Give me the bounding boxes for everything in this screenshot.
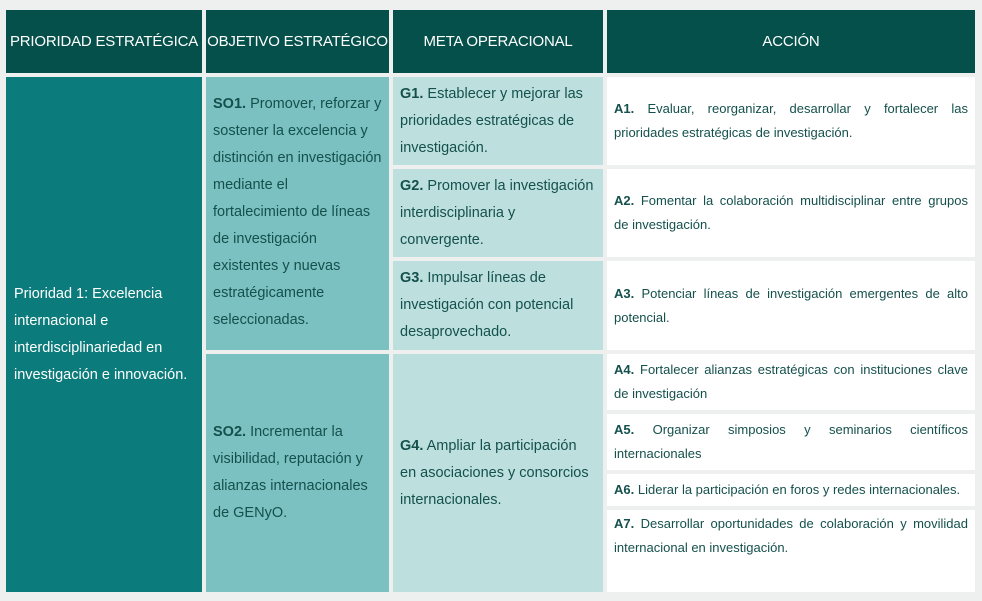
accion-a3 — [607, 261, 975, 350]
meta-text: Promover la investigación interdisciplinaria y convergente. — [400, 177, 594, 248]
accion-code: A4. — [614, 362, 635, 377]
accion-text: Desarrollar oportunidades de colaboración y movilidad internacional en investigación. — [614, 516, 968, 555]
accion-code: A3. — [614, 285, 635, 301]
header-prioridad: PRIORIDAD ESTRATÉGICA — [6, 10, 202, 73]
accion-a1 — [607, 77, 975, 165]
accion-text: Liderar la participación en foros y redes internacionales. — [637, 482, 961, 497]
objetivo-text: Promover, reforzar y sostener la excelencia y distinción en investigación mediante el fortalecimiento de líneas de investigación existentes y nuevas estratégicamente seleccionadas. — [213, 96, 382, 328]
objetivo-so1 — [206, 77, 389, 350]
accion-code: A7. — [614, 516, 635, 531]
header-objetivo: OBJETIVO ESTRATÉGICO — [206, 10, 389, 73]
meta-g1 — [393, 77, 603, 165]
accion-text: Organizar simposios y seminarios científicos internacionales — [614, 422, 968, 461]
meta-g2 — [393, 169, 603, 257]
accion-a2 — [607, 169, 975, 257]
meta-code: G4. — [400, 437, 424, 454]
accion-code: A6. — [614, 482, 635, 497]
accion-text: Fomentar la colaboración multidisciplinar entre grupos de investigación. — [614, 193, 968, 232]
meta-g4 — [393, 354, 603, 592]
accion-a4 — [607, 354, 975, 410]
meta-text: Establecer y mejorar las prioridades estratégicas de investigación. — [400, 85, 583, 156]
accion-code: A2. — [614, 193, 635, 208]
meta-code: G2. — [400, 177, 424, 194]
meta-text: Ampliar la participación en asociaciones y consorcios internacionales. — [400, 437, 589, 508]
header-meta: META OPERACIONAL — [393, 10, 603, 73]
accion-text: Fortalecer alianzas estratégicas con instituciones clave de investigación — [614, 362, 968, 401]
meta-code: G1. — [400, 85, 424, 102]
accion-a5 — [607, 414, 975, 470]
accion-code: A5. — [614, 422, 635, 437]
meta-text: Impulsar líneas de investigación con potencial desaprovechado. — [400, 270, 574, 340]
accion-text: Potenciar líneas de investigación emergentes de alto potencial. — [614, 285, 968, 325]
objetivo-so2 — [206, 354, 389, 592]
accion-text: Evaluar, reorganizar, desarrollar y fortalecer las prioridades estratégicas de investigación. — [614, 101, 968, 140]
accion-code: A1. — [614, 101, 635, 116]
objetivo-code: SO1. — [213, 96, 247, 112]
objetivo-code: SO2. — [213, 424, 247, 440]
meta-g3 — [393, 261, 603, 350]
accion-a7 — [607, 510, 975, 592]
meta-code: G3. — [400, 270, 424, 286]
header-accion: ACCIÓN — [607, 10, 975, 73]
objetivo-text: Incrementar la visibilidad, reputación y alianzas internacionales de GENyO. — [213, 424, 368, 521]
prioridad-cell — [6, 77, 202, 592]
accion-a6 — [607, 474, 975, 506]
prioridad-text: Prioridad 1: Excelencia internacional e interdisciplinariedad en investigación e innovación. — [14, 285, 188, 383]
